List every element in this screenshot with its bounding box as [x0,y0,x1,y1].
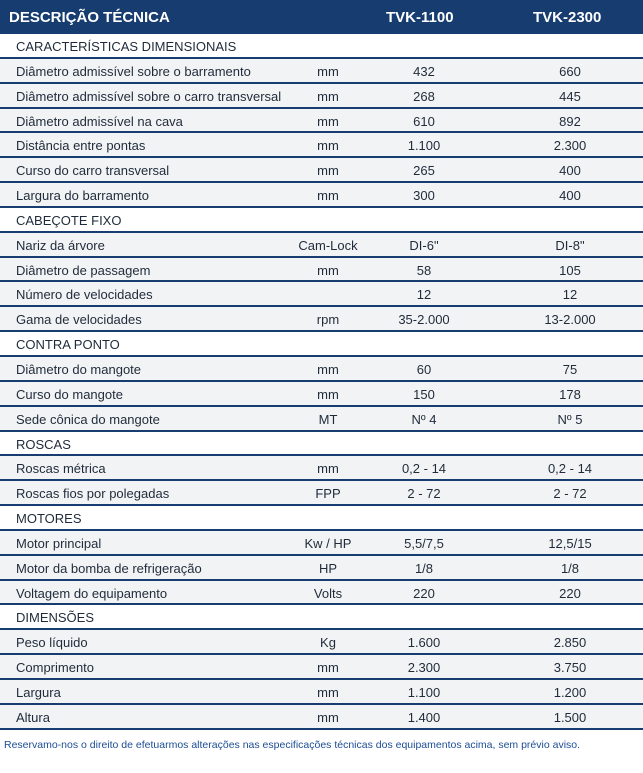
spec-row [0,59,643,84]
spec-unit: mm [317,361,339,377]
spec-label: Gama de velocidades [16,312,142,328]
spec-value-model-1: DI-6" [409,237,439,253]
spec-value-model-1: 1.400 [407,709,441,725]
spec-value-model-2: 13-2.000 [544,312,596,328]
section-header-row [0,605,643,630]
spec-unit: Volts [313,585,343,601]
spec-value-model-1: 150 [413,386,435,402]
spec-row [0,531,643,556]
section-label: CABEÇOTE FIXO [16,212,122,228]
spec-value-model-2: 220 [559,585,581,601]
spec-value-model-2: 400 [559,188,581,204]
spec-unit: mm [317,188,339,204]
spec-table-body [0,34,643,730]
spec-label: Sede cônica do mangote [16,411,160,427]
spec-unit: mm [317,88,339,104]
spec-label: Curso do carro transversal [16,163,170,179]
spec-label: Diâmetro admissível na cava [16,113,183,129]
spec-unit: MT [318,411,338,427]
spec-label: Motor principal [16,535,102,551]
spec-value-model-1: 1/8 [414,560,434,576]
spec-value-model-2: 660 [559,63,581,79]
spec-row [0,705,643,730]
spec-row [0,680,643,705]
spec-value-model-2: 892 [559,113,581,129]
spec-value-model-2: 0,2 - 14 [547,461,593,477]
spec-row [0,109,643,134]
header-model-2: TVK-2300 [533,9,602,26]
spec-value-model-1: 300 [413,188,435,204]
spec-row [0,84,643,109]
section-label: ROSCAS [16,436,71,452]
spec-label: Diâmetro admissível sobre o carro transversal [16,88,282,104]
spec-row [0,158,643,183]
spec-value-model-2: Nº 5 [557,411,583,427]
section-label: CARACTERÍSTICAS DIMENSIONAIS [16,39,237,54]
spec-value-model-1: Nº 4 [411,411,437,427]
header-model-1: TVK-1100 [386,9,454,26]
spec-label: Diâmetro admissível sobre o barramento [16,63,251,79]
spec-unit: Kg [320,635,336,651]
spec-value-model-2: 3.750 [553,660,587,676]
spec-value-model-1: 1.100 [407,138,441,154]
spec-label: Nariz da árvore [16,237,105,253]
spec-unit: FPP [315,486,341,502]
spec-label: Diâmetro do mangote [16,361,142,377]
section-header-row [0,34,643,59]
table-header [0,0,643,34]
spec-unit: Kw / HP [304,535,352,551]
spec-unit: HP [318,560,338,576]
spec-value-model-1: 1.600 [407,635,441,651]
section-header-row [0,208,643,233]
spec-value-model-1: 0,2 - 14 [401,461,447,477]
spec-unit: Cam-Lock [298,237,358,253]
spec-value-model-2: 12,5/15 [548,535,592,551]
section-label: DIMENSÕES [16,610,95,626]
spec-value-model-2: DI-8" [555,237,585,253]
spec-label: Altura [16,709,50,725]
spec-label: Largura do barramento [16,188,149,204]
header-title: DESCRIÇÃO TÉCNICA [9,9,170,26]
spec-label: Curso do mangote [16,386,123,402]
section-header-row [0,432,643,457]
spec-unit: mm [317,709,339,725]
spec-value-model-1: 1.100 [407,684,441,700]
spec-value-model-2: 1/8 [560,560,580,576]
spec-label: Roscas fios por polegadas [16,486,170,502]
spec-value-model-1: 2 - 72 [407,486,441,502]
spec-row [0,581,643,606]
spec-value-model-2: 2 - 72 [553,486,587,502]
spec-value-model-1: 58 [416,262,432,278]
spec-label: Número de velocidades [16,287,153,303]
spec-value-model-2: 75 [562,361,578,377]
spec-unit: mm [317,163,339,179]
spec-unit: mm [317,461,339,477]
section-header-row [0,506,643,531]
spec-value-model-1: 12 [416,287,432,303]
spec-value-model-2: 445 [559,88,581,104]
spec-value-model-2: 400 [559,163,581,179]
spec-unit: mm [317,684,339,700]
spec-unit: mm [317,262,339,278]
spec-unit: rpm [316,312,340,328]
spec-row [0,183,643,208]
spec-row [0,481,643,506]
spec-label: Largura [16,684,61,700]
spec-label: Distância entre pontas [16,138,146,154]
spec-unit: mm [317,386,339,402]
spec-value-model-2: 1.200 [553,684,587,700]
spec-value-model-1: 610 [413,113,435,129]
spec-unit: mm [317,660,339,676]
spec-row [0,282,643,307]
spec-row [0,258,643,283]
spec-value-model-2: 1.500 [553,709,587,725]
spec-row [0,456,643,481]
spec-value-model-2: 105 [559,262,581,278]
spec-value-model-1: 268 [413,88,435,104]
footnote: Reservamo-nos o direito de efetuarmos alterações nas especificações técnicas dos equipamentos acima, sem prévio aviso. [4,739,581,751]
spec-value-model-2: 178 [559,386,581,402]
spec-label: Peso líquido [16,635,88,651]
section-label: CONTRA PONTO [16,337,120,353]
spec-label: Voltagem do equipamento [16,585,168,601]
spec-label: Comprimento [16,660,95,676]
spec-unit: mm [317,138,339,154]
spec-value-model-1: 432 [413,63,435,79]
spec-value-model-1: 60 [416,361,432,377]
spec-value-model-1: 35-2.000 [398,312,450,328]
spec-value-model-2: 12 [562,287,578,303]
spec-row [0,307,643,332]
spec-row [0,233,643,258]
spec-row [0,407,643,432]
spec-unit: mm [317,63,339,79]
section-header-row [0,332,643,357]
spec-label: Diâmetro de passagem [16,262,151,278]
spec-value-model-1: 220 [413,585,435,601]
section-label: MOTORES [16,511,82,527]
spec-row [0,133,643,158]
spec-value-model-1: 2.300 [407,660,441,676]
spec-row [0,556,643,581]
spec-unit: mm [317,113,339,129]
spec-row [0,630,643,655]
spec-value-model-2: 2.300 [553,138,587,154]
spec-value-model-1: 265 [413,163,435,179]
spec-value-model-1: 5,5/7,5 [404,535,444,551]
spec-row [0,382,643,407]
spec-row [0,357,643,382]
spec-value-model-2: 2.850 [553,635,587,651]
spec-label: Motor da bomba de refrigeração [16,560,202,576]
spec-row [0,655,643,680]
spec-label: Roscas métrica [16,461,106,477]
